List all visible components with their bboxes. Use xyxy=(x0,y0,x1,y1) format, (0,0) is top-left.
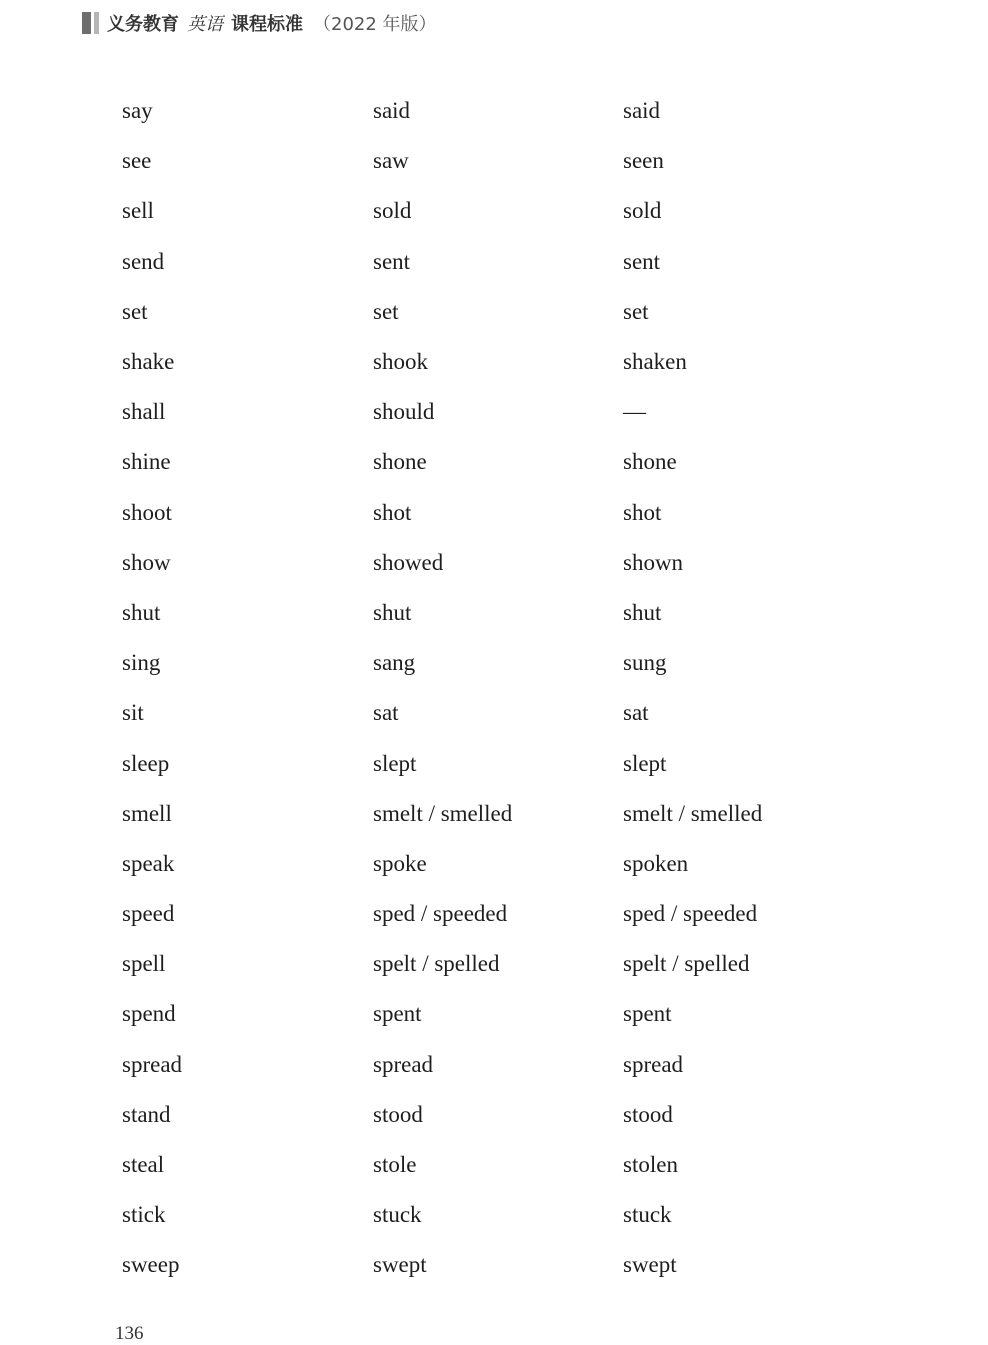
past-participle: shown xyxy=(623,549,684,575)
past-tense: showed xyxy=(373,549,444,575)
running-header xyxy=(82,10,437,36)
past-tense: should xyxy=(373,399,435,425)
past-tense: said xyxy=(373,98,411,124)
past-tense: swept xyxy=(373,1252,427,1278)
past-participle: sent xyxy=(623,248,661,274)
base-form: smell xyxy=(122,800,172,826)
base-form: sell xyxy=(122,198,154,224)
past-tense: sent xyxy=(373,248,411,274)
past-participle: stolen xyxy=(623,1152,678,1178)
base-form: spell xyxy=(122,951,166,977)
base-form: spread xyxy=(122,1051,183,1077)
header-title xyxy=(107,10,437,36)
past-tense: shut xyxy=(373,599,412,625)
past-participle: sung xyxy=(623,650,667,676)
header-standard: 课程标准 xyxy=(231,14,303,35)
past-tense: spoke xyxy=(373,850,427,876)
past-participle: stuck xyxy=(623,1202,672,1228)
past-participle: smelt / smelled xyxy=(623,800,763,826)
past-participle: seen xyxy=(623,148,664,174)
past-participle: sat xyxy=(623,700,649,726)
past-participle: swept xyxy=(623,1252,677,1278)
base-form: speed xyxy=(122,901,175,927)
past-tense: sang xyxy=(373,650,416,676)
past-tense: sold xyxy=(373,198,412,224)
header-main: 义务教育 xyxy=(107,14,179,35)
base-form: sleep xyxy=(122,750,170,776)
base-form: set xyxy=(122,298,148,324)
past-tense: stole xyxy=(373,1152,417,1178)
base-form: shoot xyxy=(122,499,172,525)
base-form: say xyxy=(122,98,153,124)
past-tense: spent xyxy=(373,1001,422,1027)
base-form: speak xyxy=(122,850,175,876)
page-number: 136 xyxy=(115,1323,144,1344)
past-participle: said xyxy=(623,98,661,124)
past-participle: sped / speeded xyxy=(623,901,758,927)
past-participle: shut xyxy=(623,599,662,625)
base-form: steal xyxy=(122,1152,165,1178)
base-form: shall xyxy=(122,399,166,425)
header-year: （2022 年版） xyxy=(313,14,437,35)
past-tense: spelt / spelled xyxy=(373,951,500,977)
past-tense: shot xyxy=(373,499,412,525)
past-tense: sat xyxy=(373,700,399,726)
past-participle: spelt / spelled xyxy=(623,951,750,977)
past-tense: slept xyxy=(373,750,417,776)
past-tense: shone xyxy=(373,449,427,475)
base-form: sing xyxy=(122,650,161,676)
past-participle: spread xyxy=(623,1051,684,1077)
past-tense: shook xyxy=(373,349,428,375)
base-form: stand xyxy=(122,1101,171,1127)
base-form: sit xyxy=(122,700,144,726)
header-bar-light xyxy=(94,12,99,34)
past-participle: stood xyxy=(623,1101,673,1127)
base-form: see xyxy=(122,148,152,174)
past-tense: sped / speeded xyxy=(373,901,508,927)
base-form: stick xyxy=(122,1202,166,1228)
past-participle: slept xyxy=(623,750,667,776)
past-participle: spoken xyxy=(623,850,689,876)
past-participle: shone xyxy=(623,449,677,475)
base-form: show xyxy=(122,549,171,575)
past-participle: shot xyxy=(623,499,662,525)
base-form: spend xyxy=(122,1001,176,1027)
base-form: shut xyxy=(122,599,161,625)
past-tense: spread xyxy=(373,1051,434,1077)
past-tense: stood xyxy=(373,1101,423,1127)
past-participle: spent xyxy=(623,1001,672,1027)
past-tense: smelt / smelled xyxy=(373,800,513,826)
base-form: shine xyxy=(122,449,171,475)
header-bar-dark xyxy=(82,12,91,34)
past-tense: saw xyxy=(373,148,409,174)
base-form: sweep xyxy=(122,1252,180,1278)
past-participle: — xyxy=(623,399,646,425)
base-form: shake xyxy=(122,349,175,375)
header-bars-icon xyxy=(82,12,99,34)
past-participle: sold xyxy=(623,198,662,224)
past-participle: shaken xyxy=(623,349,687,375)
header-subject: 英语 xyxy=(187,14,223,35)
past-participle: set xyxy=(623,298,649,324)
past-tense: set xyxy=(373,298,399,324)
past-tense: stuck xyxy=(373,1202,422,1228)
base-form: send xyxy=(122,248,165,274)
